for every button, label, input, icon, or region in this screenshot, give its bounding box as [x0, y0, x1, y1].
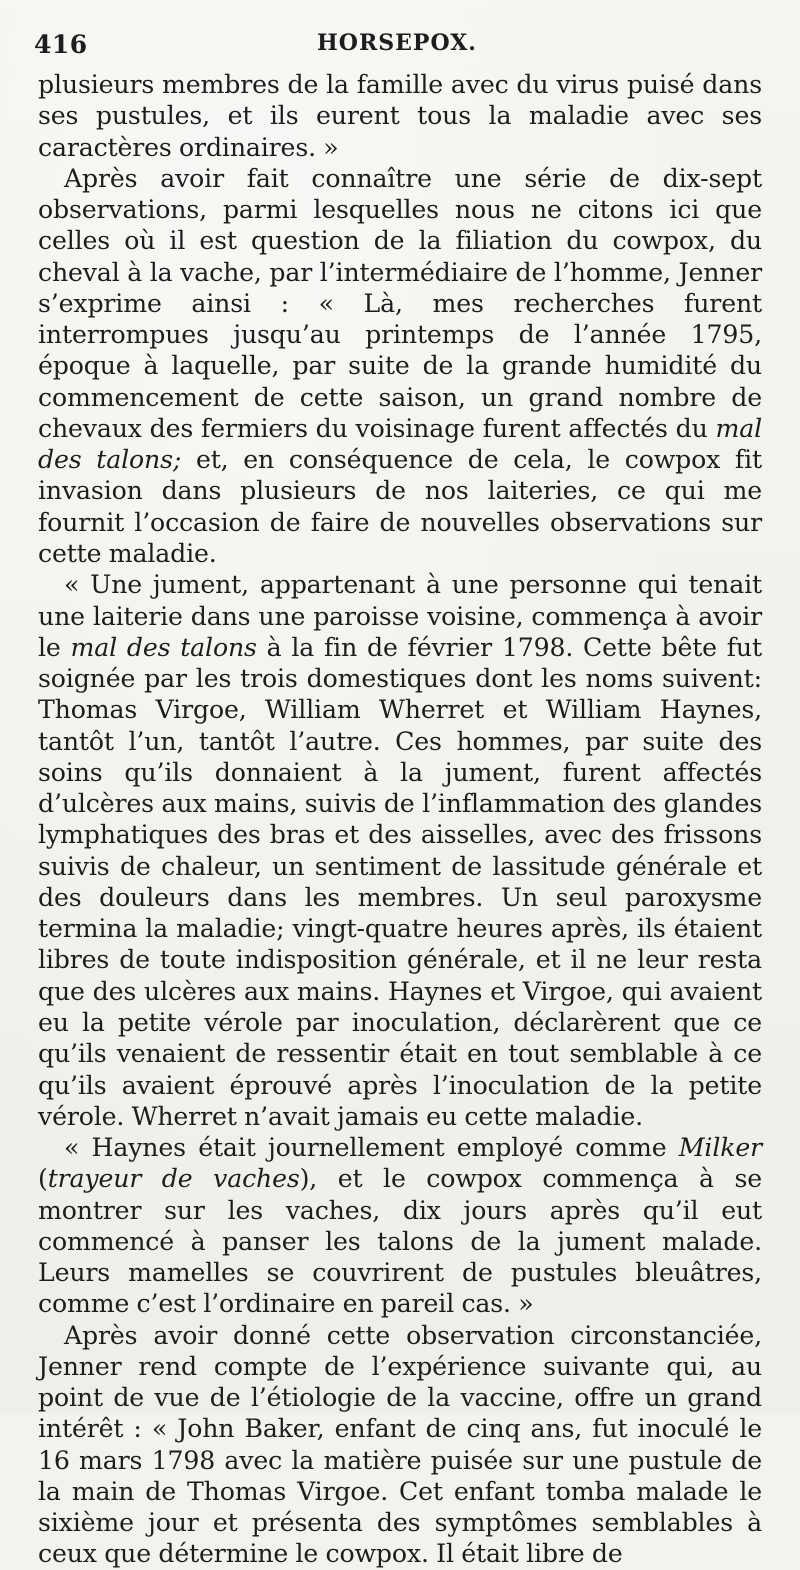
italic-term: mal des talons;	[38, 413, 762, 475]
paragraph-4: « Haynes était journellement employé comme Milker (trayeur de vaches), et le cowpox commença à se montrer sur les vaches, dix jours après qu’il eut commencé à panser les talons de la jument malade. Leurs mamelles se couvrirent de pustules bleuâtres, comme c’est l’ordinaire en pareil cas. »	[38, 1133, 762, 1319]
paragraph-1: plusieurs membres de la famille avec du virus puisé dans ses pustules, et ils eurent tous la maladie avec ses caractères ordinaires. »	[38, 70, 762, 162]
page-number: 416	[34, 30, 88, 59]
body-text	[38, 69, 762, 1570]
page-header	[34, 24, 760, 64]
italic-term: Milker	[678, 1133, 762, 1163]
running-title: HORSEPOX.	[317, 30, 477, 56]
paragraph-2: Après avoir fait connaître une série de dix-sept observations, parmi lesquelles nous ne citons ici que celles où il est question de la filiation du cowpox, du cheval à la vache, par l’intermédiaire de l’homme, Jenner s’exprime ainsi : « Là, mes recherches furent interrompues jusqu’au printemps de l’année 1795, époque à laquelle, par suite de la grande humidité du commencement de cette saison, un grand nombre de chevaux des fermiers du voisinage furent affectés du mal des talons; et, en conséquence de cela, le cowpox fit invasion dans plusieurs de nos laiteries, ce qui me fournit l’occasion de faire de nouvelles observations sur cette maladie.	[38, 163, 762, 568]
paragraph-5: Après avoir donné cette observation circonstanciée, Jenner rend compte de l’expérience suivante qui, au point de vue de l’étiologie de la vaccine, offre un grand intérêt : « John Baker, enfant de cinq ans, fut inoculé le 16 mars 1798 avec la matière puisée sur une pustule de la main de Thomas Virgoe. Cet enfant tomba malade le sixième jour et présenta des symptômes semblables à ceux que détermine le cowpox. Il était libre de	[38, 1320, 762, 1569]
italic-term: trayeur de vaches	[47, 1164, 300, 1194]
paragraph-3: « Une jument, appartenant à une personne qui tenait une laiterie dans une paroisse voisine, commença à avoir le mal des talons à la fin de février 1798. Cette bête fut soignée par les trois domestiques dont les noms suivent: Thomas Virgoe, William Wherret et William Haynes, tantôt l’un, tantôt l’autre. Ces hommes, par suite des soins qu’ils donnaient à la jument, furent affectés d’ulcères aux mains, suivis de l’inflammation des glandes lymphatiques des bras et des aisselles, avec des frissons suivis de chaleur, un sentiment de lassitude générale et des douleurs dans les membres. Un seul paroxysme termina la maladie; vingt-quatre heures après, ils étaient libres de toute indisposition générale, et il ne leur resta que des ulcères aux mains. Haynes et Virgoe, qui avaient eu la petite vérole par inoculation, déclarèrent que ce qu’ils venaient de ressentir était en tout semblable à ce qu’ils avaient éprouvé après l’inoculation de la petite vérole. Wherret n’avait jamais eu cette maladie.	[38, 570, 762, 1131]
italic-term: mal des talons	[70, 632, 257, 662]
